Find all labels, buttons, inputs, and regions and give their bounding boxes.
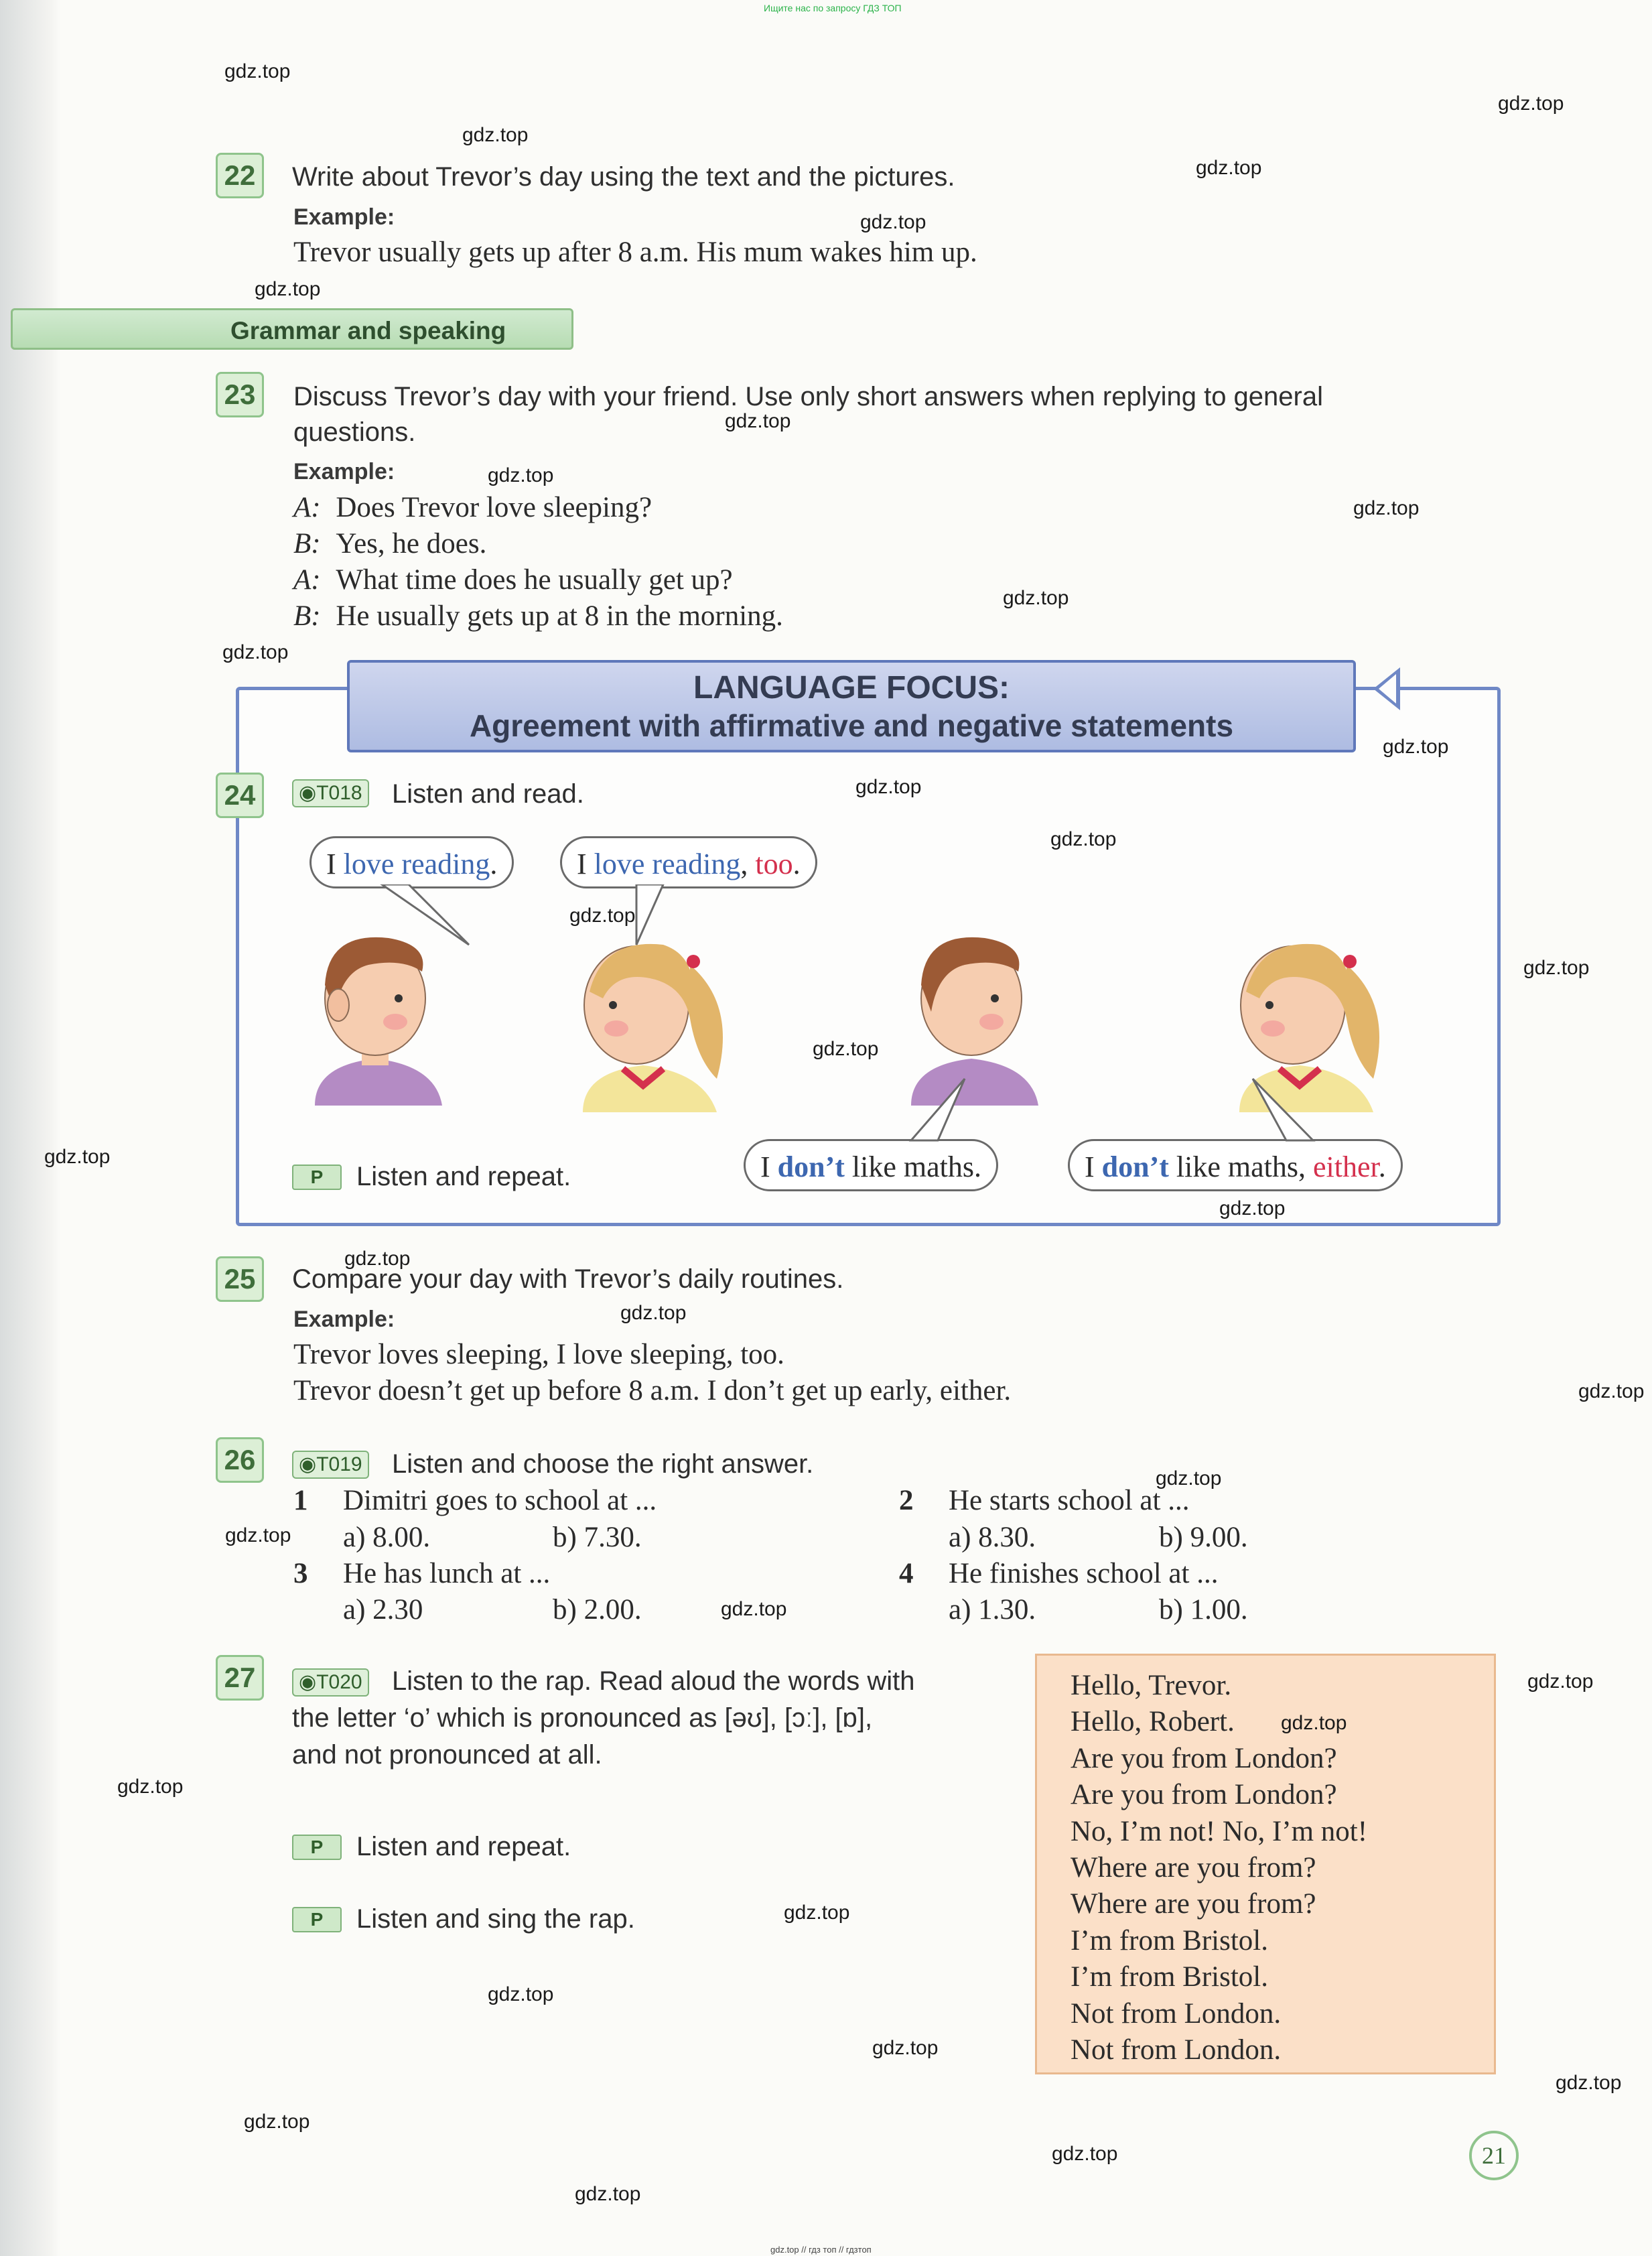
question-text: He starts school at ... (949, 1485, 1190, 1516)
watermark: gdz.top (860, 211, 926, 233)
question-number: 4 (899, 1558, 914, 1589)
language-focus-title-box (347, 660, 1356, 752)
audio-track-label: T018 (316, 782, 362, 804)
exercise-27-instruction-line3: and not pronounced at all. (292, 1740, 602, 1770)
rap-line: Not from London. (1071, 1997, 1282, 2030)
watermark: gdz.top (225, 1524, 291, 1546)
question-4 (899, 1557, 1218, 1590)
bubble-text: . (1378, 1150, 1386, 1183)
bubble-text: I (326, 848, 344, 880)
bubble-text: . (793, 848, 801, 880)
bubble-highlight: love reading (594, 848, 741, 880)
exercise-23-example-label: Example: (293, 459, 395, 484)
rap-line: No, I’m not! No, I’m not! (1071, 1815, 1368, 1847)
exercise-23-instruction-line2: questions. (293, 417, 416, 447)
audio-disc-icon: ◉ (299, 1671, 317, 1693)
rap-line: I’m from Bristol. (1071, 1924, 1268, 1956)
watermark: gdz.top (344, 1248, 411, 1270)
question-3 (293, 1557, 550, 1590)
bubble-text: like maths. (844, 1150, 981, 1183)
watermark: gdz.top (255, 278, 321, 300)
bubble-highlight: either (1313, 1150, 1379, 1183)
boy-figure-1 (315, 937, 442, 1106)
girl-figure-1 (583, 944, 723, 1112)
dialog-text: Does Trevor love sleeping? (336, 492, 652, 523)
dialog-text: What time does he usually get up? (336, 564, 733, 596)
dialog-speaker: B: (293, 600, 321, 632)
exercise-25-example-label: Example: (293, 1307, 395, 1332)
answer-option[interactable]: b) 9.00. (1159, 1522, 1248, 1553)
rap-line: Not from London. (1071, 2034, 1282, 2066)
language-focus-title: LANGUAGE FOCUS: (693, 670, 1010, 706)
watermark: gdz.top (1498, 92, 1564, 115)
answer-option[interactable]: b) 1.00. (1159, 1594, 1248, 1625)
audio-track-label: T020 (316, 1671, 362, 1693)
rap-line: Where are you from? (1071, 1852, 1316, 1884)
watermark: gdz.top (1052, 2143, 1118, 2165)
exercise-24-repeat: Listen and repeat. (356, 1162, 571, 1191)
language-focus-arrow-inner (1379, 674, 1396, 704)
bubble-highlight: too (755, 848, 793, 880)
audio-disc-icon: ◉ (299, 1453, 317, 1475)
watermark: gdz.top (784, 1902, 850, 1924)
watermark: gdz.top (488, 464, 554, 486)
rap-line: I’m from Bristol. (1071, 1961, 1268, 1993)
exercise-25-instruction: Compare your day with Trevor’s daily routines. (292, 1264, 844, 1294)
watermark: gdz.top (224, 60, 291, 82)
dialog-line (293, 491, 652, 524)
watermark: gdz.top (1556, 2072, 1622, 2094)
audio-track-badge[interactable] (292, 779, 369, 807)
question-number: 3 (293, 1558, 308, 1589)
rap-line: Hello, Trevor. (1071, 1670, 1232, 1701)
watermark: gdz.top (1196, 157, 1262, 179)
exercise-24-audio-track[interactable] (292, 779, 369, 807)
exercise-26-audio-track[interactable] (292, 1451, 369, 1479)
question-text: Dimitri goes to school at ... (343, 1485, 657, 1516)
dialog-speaker: B: (293, 528, 321, 559)
exercise-23-number: 23 (216, 372, 264, 417)
exercise-25-line2: Trevor doesn’t get up before 8 a.m. I don’t get up early, either. (293, 1375, 1012, 1406)
grammar-speaking-title: Grammar and speaking (230, 317, 506, 344)
question-text: He finishes school at ... (949, 1558, 1219, 1589)
watermark: gdz.top (1156, 1467, 1222, 1489)
grammar-speaking-header (11, 308, 573, 350)
watermark: gdz.top (1050, 828, 1117, 850)
bubble-text: like maths, (1168, 1150, 1313, 1183)
dialog-text: He usually gets up at 8 in the morning. (336, 600, 783, 632)
question-1 (293, 1484, 657, 1517)
watermark: gdz.top (1527, 1670, 1594, 1693)
watermark: gdz.top (1383, 736, 1449, 758)
rap-line: Are you from London? (1071, 1742, 1337, 1774)
watermark: gdz.top (1353, 497, 1420, 519)
watermark: gdz.top (569, 905, 636, 927)
question-number: 1 (293, 1485, 308, 1516)
watermark: gdz.top (222, 641, 289, 663)
language-focus-subtitle: Agreement with affirmative and negative statements (469, 708, 1234, 743)
watermark: gdz.top (244, 2111, 310, 2133)
answer-option[interactable]: a) 8.00. (343, 1522, 431, 1553)
question-text: He has lunch at ... (343, 1558, 551, 1589)
bubble-tail (382, 884, 469, 945)
exercise-22-example-text: Trevor usually gets up after 8 a.m. His mum wakes him up. (293, 237, 977, 268)
watermark: gdz.top (44, 1146, 111, 1168)
rap-line: Where are you from? (1071, 1888, 1316, 1920)
exercise-27-instruction-line1: Listen to the rap. Read aloud the words with (392, 1666, 915, 1696)
rap-line: Hello, Robert. (1071, 1706, 1235, 1738)
exercise-27-instruction-line2: the letter ‘o’ which is pronounced as [əʊ], [ɔː], [ɒ], (292, 1703, 873, 1733)
bubble-highlight: love reading (343, 848, 490, 880)
exercise-27-number: 27 (216, 1655, 264, 1701)
bubble-text: I (760, 1150, 778, 1183)
watermark: gdz.top (1003, 587, 1069, 609)
pronunciation-badge: P (292, 1835, 342, 1860)
exercise-27-sing: Listen and sing the rap. (356, 1904, 635, 1934)
question-number: 2 (899, 1485, 914, 1516)
watermark: gdz.top (620, 1302, 687, 1324)
dialog-speaker: A: (293, 492, 321, 523)
audio-disc-icon: ◉ (299, 782, 317, 804)
audio-track-badge[interactable] (292, 1668, 369, 1697)
dialog-line (293, 527, 486, 560)
rap-box (1035, 1654, 1496, 2074)
audio-track-badge[interactable] (292, 1451, 369, 1479)
boy-figure-2 (911, 937, 1038, 1106)
bubble-text: . (490, 848, 498, 880)
bubble-highlight: don’t (1101, 1150, 1169, 1183)
pronunciation-badge: P (292, 1165, 342, 1190)
speech-bubble-girl-1 (560, 836, 817, 888)
exercise-26-instruction: Listen and choose the right answer. (392, 1449, 814, 1479)
exercise-26-number: 26 (216, 1437, 264, 1483)
exercise-23-instruction-line1: Discuss Trevor’s day with your friend. Use only short answers when replying to general (293, 382, 1323, 411)
exercise-27-audio-track[interactable] (292, 1668, 369, 1697)
exercise-27-repeat: Listen and repeat. (356, 1832, 571, 1861)
rap-line: Are you from London? (1071, 1779, 1337, 1811)
bubble-text: I (577, 848, 594, 880)
watermark: gdz.top (813, 1038, 879, 1060)
watermark: gdz.top (721, 1598, 787, 1620)
watermark: gdz.top (117, 1776, 184, 1798)
dialog-speaker: A: (293, 564, 321, 596)
children-illustration (288, 884, 1427, 1146)
answer-option[interactable]: b) 2.00. (553, 1594, 642, 1625)
dialog-line (293, 563, 733, 596)
question-2 (899, 1484, 1189, 1517)
bubble-highlight: don’t (777, 1150, 845, 1183)
exercise-24-instruction: Listen and read. (392, 779, 584, 809)
bubble-tail (636, 884, 663, 945)
exercise-22-number: 22 (216, 153, 264, 198)
dialog-line (293, 600, 783, 633)
pronunciation-badge: P (292, 1907, 342, 1932)
exercise-22-instruction: Write about Trevor’s day using the text and the pictures. (292, 162, 955, 192)
exercise-24-number: 24 (216, 773, 264, 818)
speech-bubble-boy-1 (309, 836, 514, 888)
watermark: gdz.top (575, 2183, 641, 2205)
exercise-22-example-label: Example: (293, 204, 395, 230)
exercise-25-number: 25 (216, 1256, 264, 1302)
watermark: gdz.top (1523, 957, 1590, 979)
dialog-text: Yes, he does. (336, 528, 487, 559)
answer-option[interactable]: b) 7.30. (553, 1522, 642, 1553)
watermark: gdz.top (855, 776, 922, 798)
watermark: gdz.top (872, 2037, 939, 2059)
audio-track-label: T019 (316, 1453, 362, 1475)
bubble-text: , (740, 848, 756, 880)
watermark: gdz.top (462, 124, 529, 146)
exercise-25-line1: Trevor loves sleeping, I love sleeping, too. (293, 1339, 784, 1370)
bottom-banner[interactable]: gdz.top // гдз топ // гдзтоп (770, 2245, 872, 2255)
answer-option[interactable]: a) 2.30 (343, 1594, 423, 1625)
watermark: gdz.top (1219, 1197, 1286, 1219)
answer-option[interactable]: a) 8.30. (949, 1522, 1036, 1553)
top-banner[interactable]: Ищите нас по запросу ГДЗ ТОП (764, 3, 902, 13)
watermark: gdz.top (488, 1983, 554, 2005)
answer-option[interactable]: a) 1.30. (949, 1594, 1036, 1625)
watermark: gdz.top (1281, 1712, 1347, 1734)
page-number: 21 (1469, 2131, 1519, 2180)
speech-bubble-girl-2 (1068, 1139, 1403, 1191)
bubble-text: I (1085, 1150, 1102, 1183)
watermark: gdz.top (725, 410, 791, 432)
speech-bubble-boy-2 (744, 1139, 998, 1191)
watermark: gdz.top (1578, 1380, 1645, 1402)
